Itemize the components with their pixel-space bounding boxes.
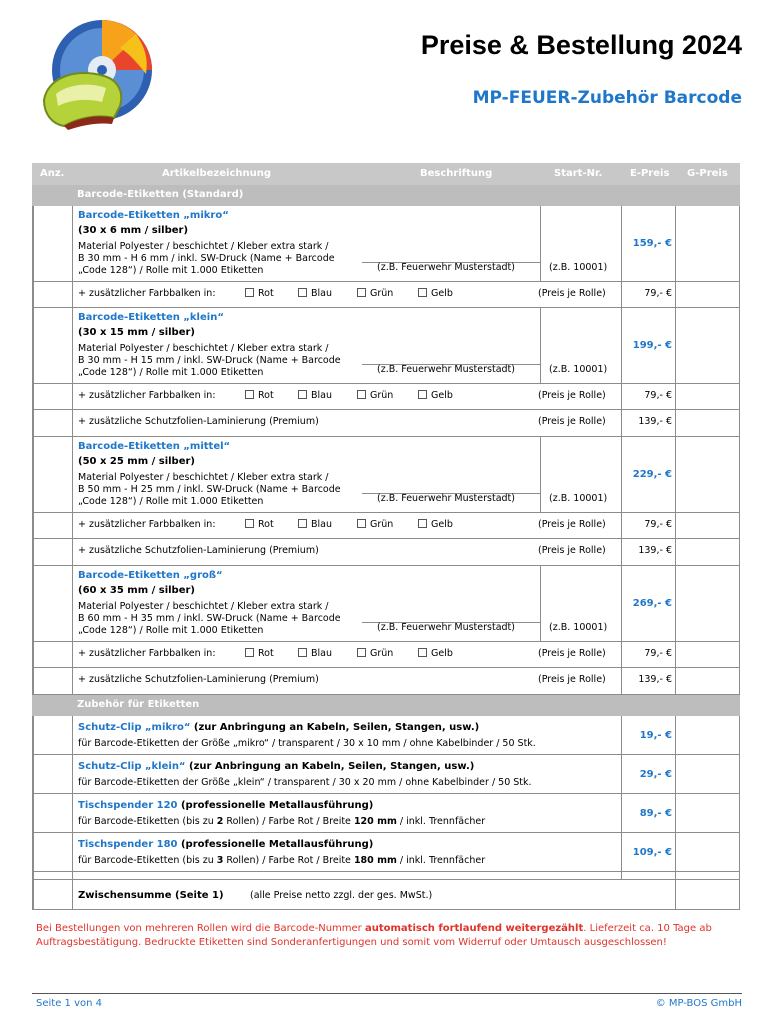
product-dimensions: (30 x 6 mm / silber)	[78, 225, 189, 236]
color-option-row	[32, 282, 740, 308]
unit-price: 199,- €	[632, 340, 672, 351]
per-roll-note: (Preis je Rolle)	[538, 519, 606, 530]
accessory-price: 109,- €	[632, 847, 672, 858]
checkbox-gelb[interactable]: Gelb	[418, 648, 453, 659]
lamination-label: + zusätzliche Schutzfolien-Laminierung (Premium)	[78, 674, 319, 685]
beschriftung-example[interactable]: (z.B. Feuerwehr Musterstadt)	[377, 622, 515, 633]
col-startnr: Start-Nr.	[554, 168, 603, 179]
col-beschriftung: Beschriftung	[420, 168, 493, 179]
color-price: 79,- €	[644, 519, 672, 530]
product-name: Barcode-Etiketten „klein“	[78, 312, 224, 323]
lamination-price: 139,- €	[638, 545, 672, 556]
beschriftung-example[interactable]: (z.B. Feuerwehr Musterstadt)	[377, 262, 515, 273]
page-title: Preise & Bestellung 2024	[420, 30, 742, 60]
product-row-mikro	[32, 206, 740, 282]
lamination-price: 139,- €	[638, 674, 672, 685]
order-table	[32, 163, 740, 910]
checkbox-rot[interactable]: Rot	[245, 519, 274, 530]
subtotal-label: Zwischensumme (Seite 1)	[78, 890, 224, 901]
col-artikel: Artikelbezeichnung	[162, 168, 272, 179]
lamination-label: + zusätzliche Schutzfolien-Laminierung (Premium)	[78, 416, 319, 427]
page-number: Seite 1 von 4	[36, 998, 102, 1009]
accessory-row	[32, 716, 740, 755]
accessory-row	[32, 755, 740, 794]
accessory-title: Schutz-Clip „mikro“ (zur Anbringung an Kabeln, Seilen, Stangen, usw.)	[78, 722, 480, 733]
accessory-title: Tischspender 120 (professionelle Metallausführung)	[78, 800, 374, 811]
checkbox-gruen[interactable]: Grün	[357, 648, 393, 659]
lamination-label: + zusätzliche Schutzfolien-Laminierung (Premium)	[78, 545, 319, 556]
checkbox-rot[interactable]: Rot	[245, 288, 274, 299]
table-header	[32, 163, 740, 185]
accessory-description: für Barcode-Etiketten der Größe „mikro“ / transparent / 30 x 10 mm / ohne Kabelbinder / 50 Stk.	[78, 738, 536, 749]
per-roll-note: (Preis je Rolle)	[538, 288, 606, 299]
col-anz: Anz.	[40, 168, 65, 179]
color-option-row	[32, 384, 740, 410]
per-roll-note: (Preis je Rolle)	[538, 416, 606, 427]
product-dimensions: (60 x 35 mm / silber)	[78, 585, 196, 596]
color-price: 79,- €	[644, 648, 672, 659]
beschriftung-example[interactable]: (z.B. Feuerwehr Musterstadt)	[377, 364, 515, 375]
product-row-mittel	[32, 437, 740, 513]
per-roll-note: (Preis je Rolle)	[538, 545, 606, 556]
footer-divider	[32, 993, 742, 994]
product-description: Material Polyester / beschichtet / Kleber extra stark / B 50 mm - H 25 mm / inkl. SW-Druck (Name + Barcode „Code 128“) / Rolle mit 1.000 Etiketten	[78, 472, 341, 507]
per-roll-note: (Preis je Rolle)	[538, 648, 606, 659]
lamination-price: 139,- €	[638, 416, 672, 427]
product-name: Barcode-Etiketten „groß“	[78, 570, 223, 581]
checkbox-blau[interactable]: Blau	[298, 648, 332, 659]
color-option-row	[32, 642, 740, 668]
subtotal-note: (alle Preise netto zzgl. der ges. MwSt.)	[250, 890, 433, 901]
section-standard: Barcode-Etiketten (Standard)	[32, 185, 740, 206]
accessory-row	[32, 833, 740, 872]
accessory-title: Schutz-Clip „klein“ (zur Anbringung an Kabeln, Seilen, Stangen, usw.)	[78, 761, 475, 772]
lamination-option-row	[32, 539, 740, 566]
accessory-price: 19,- €	[639, 730, 672, 741]
product-description: Material Polyester / beschichtet / Kleber extra stark / B 30 mm - H 6 mm / inkl. SW-Druck (Name + Barcode „Code 128“) / Rolle mit 1.000 Etiketten	[78, 241, 335, 276]
col-gpreis: G-Preis	[687, 168, 728, 179]
startnr-example[interactable]: (z.B. 10001)	[549, 622, 608, 633]
checkbox-gruen[interactable]: Grün	[357, 390, 393, 401]
startnr-example[interactable]: (z.B. 10001)	[549, 364, 608, 375]
checkbox-blau[interactable]: Blau	[298, 288, 332, 299]
product-dimensions: (30 x 15 mm / silber)	[78, 327, 196, 338]
color-label: + zusätzlicher Farbbalken in:	[78, 288, 216, 299]
accessory-price: 29,- €	[639, 769, 672, 780]
product-description: Material Polyester / beschichtet / Kleber extra stark / B 30 mm - H 15 mm / inkl. SW-Druck (Name + Barcode „Code 128“) / Rolle mit 1.000 Etiketten	[78, 343, 341, 378]
checkbox-blau[interactable]: Blau	[298, 390, 332, 401]
unit-price: 159,- €	[632, 238, 672, 249]
checkbox-gruen[interactable]: Grün	[357, 519, 393, 530]
product-description: Material Polyester / beschichtet / Kleber extra stark / B 60 mm - H 35 mm / inkl. SW-Druck (Name + Barcode „Code 128“) / Rolle mit 1.000 Etiketten	[78, 601, 341, 636]
order-notice: Bei Bestellungen von mehreren Rollen wird die Barcode-Nummer automatisch fortlaufend weitergezählt. Lieferzeit ca. 10 Tage ab Auftragsbestätigung. Bedruckte Etiketten sind Sonderanfertigungen und somit vom Widerruf oder Umtausch ausgeschlossen!	[36, 923, 712, 948]
product-name: Barcode-Etiketten „mittel“	[78, 441, 231, 452]
col-epreis: E-Preis	[630, 168, 670, 179]
lamination-option-row	[32, 410, 740, 437]
accessory-row	[32, 794, 740, 833]
color-label: + zusätzlicher Farbbalken in:	[78, 519, 216, 530]
accessory-description: für Barcode-Etiketten (bis zu 3 Rollen) / Farbe Rot / Breite 180 mm / inkl. Trennfächer	[78, 855, 486, 866]
product-row-klein	[32, 308, 740, 384]
mp-feuer-logo	[38, 14, 156, 132]
color-price: 79,- €	[644, 390, 672, 401]
color-option-row	[32, 513, 740, 539]
color-label: + zusätzlicher Farbbalken in:	[78, 390, 216, 401]
lamination-option-row	[32, 668, 740, 695]
accessory-description: für Barcode-Etiketten der Größe „klein“ / transparent / 30 x 20 mm / ohne Kabelbinder / 50 Stk.	[78, 777, 532, 788]
spacer-row	[32, 872, 740, 880]
accessory-price: 89,- €	[639, 808, 672, 819]
accessory-description: für Barcode-Etiketten (bis zu 2 Rollen) / Farbe Rot / Breite 120 mm / inkl. Trennfächer	[78, 816, 486, 827]
subtotal-row	[32, 880, 740, 910]
checkbox-gelb[interactable]: Gelb	[418, 519, 453, 530]
product-row-gross	[32, 566, 740, 642]
color-price: 79,- €	[644, 288, 672, 299]
accessory-title: Tischspender 180 (professionelle Metallausführung)	[78, 839, 374, 850]
beschriftung-example[interactable]: (z.B. Feuerwehr Musterstadt)	[377, 493, 515, 504]
product-dimensions: (50 x 25 mm / silber)	[78, 456, 196, 467]
checkbox-blau[interactable]: Blau	[298, 519, 332, 530]
page-subtitle: MP-FEUER-Zubehör Barcode	[472, 88, 742, 108]
unit-price: 269,- €	[632, 598, 672, 609]
checkbox-gelb[interactable]: Gelb	[418, 390, 453, 401]
unit-price: 229,- €	[632, 469, 672, 480]
product-name: Barcode-Etiketten „mikro“	[78, 210, 229, 221]
color-label: + zusätzlicher Farbbalken in:	[78, 648, 216, 659]
checkbox-rot[interactable]: Rot	[245, 648, 274, 659]
per-roll-note: (Preis je Rolle)	[538, 390, 606, 401]
startnr-example[interactable]: (z.B. 10001)	[549, 493, 608, 504]
startnr-example[interactable]: (z.B. 10001)	[549, 262, 608, 273]
per-roll-note: (Preis je Rolle)	[538, 674, 606, 685]
checkbox-gelb[interactable]: Gelb	[418, 288, 453, 299]
checkbox-rot[interactable]: Rot	[245, 390, 274, 401]
section-zubehoer: Zubehör für Etiketten	[32, 695, 740, 716]
copyright: © MP-BOS GmbH	[655, 998, 742, 1009]
checkbox-gruen[interactable]: Grün	[357, 288, 393, 299]
